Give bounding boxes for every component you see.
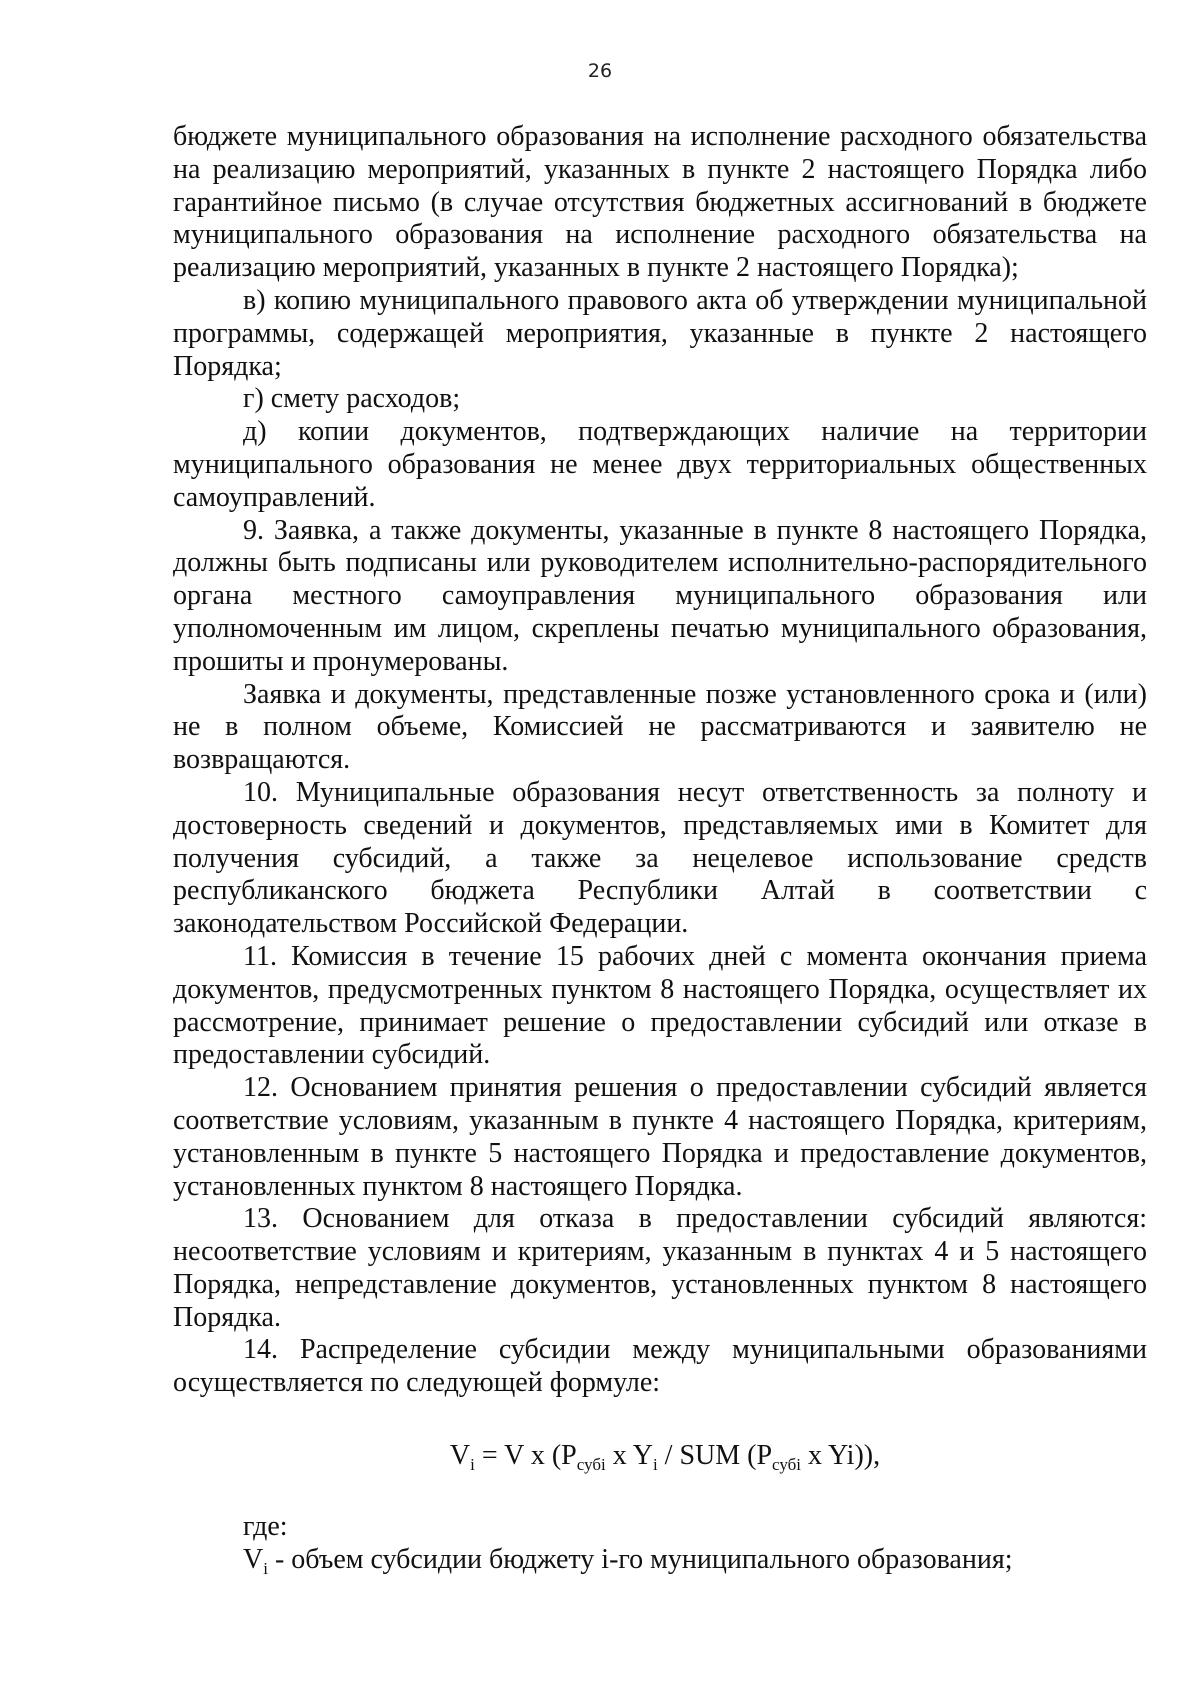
page-number: 26 (587, 60, 613, 82)
paragraph-14: 14. Распределение субсидии между муниципальными образованиями осуществляется по следующей формуле: (173, 1334, 1147, 1399)
formula-v: V (449, 1440, 471, 1472)
paragraph-10: 10. Муниципальные образования несут ответственность за полноту и достоверность сведений и документов, представляемых ими в Комитет для получения субсидий, а также за нецелевое использование средств республиканского бюджета Республики Алтай в соответствии с законодательством Российской Федерации. (173, 776, 1147, 940)
paragraph-13: 13. Основанием для отказа в предоставлении субсидий являются: несоответствие условиям и критериям, указанным в пунктах 4 и 5 настоящего Порядка, непредставление документов, установленных пунктом 8 настоящего Порядка. (173, 1203, 1147, 1333)
paragraph-item-d: д) копии документов, подтверждающих наличие на территории муниципального образования не менее двух территориальных общественных самоуправлений. (173, 416, 1147, 513)
formula-sub-3: субi (772, 1455, 802, 1475)
definition-sub: i (263, 1558, 268, 1578)
paragraph-item-g: г) смету расходов; (243, 383, 461, 415)
paragraph-12: 12. Основанием принятия решения о предоставлении субсидий является соответствие условиям, указанным в пункте 4 настоящего Порядка, критериям, установленным в пункте 5 настоящего Порядка и предоставление документов, установленных пунктом 8 настоящего Порядка. (173, 1072, 1147, 1202)
paragraph-11: 11. Комиссия в течение 15 рабочих дней с момента окончания приема документов, предусмотренных пунктом 8 настоящего Порядка, осуществляет их рассмотрение, принимает решение о предоставлении субсидий или отказе в предоставлении субсидий. (173, 940, 1147, 1071)
where-label: где: (243, 1510, 288, 1542)
paragraph-item-v: в) копию муниципального правового акта об утверждении муниципальной программы, содержащей мероприятия, указанные в пункте 2 настоящего Порядка; (173, 284, 1147, 382)
formula-part-4: x Yi)), (801, 1440, 881, 1472)
formula-sub-i: i (470, 1455, 475, 1475)
definition-vi (173, 1544, 1147, 1577)
formula-part-1: = V x (P (474, 1440, 577, 1472)
definition-text: - объем субсидии бюджету i-го муниципального образования; (267, 1543, 1013, 1575)
formula-sub-2: i (652, 1455, 658, 1475)
paragraph-9: 9. Заявка, а также документы, указанные в пункте 8 настоящего Порядка, должны быть подписаны или руководителем исполнительно-распорядительного органа местного самоуправления муниципального образования или уполномоченным им лицом, скреплены печатью муниципального образования, прошиты и пронумерованы. (173, 514, 1147, 677)
distribution-formula (173, 1440, 1147, 1473)
document-body (173, 121, 1147, 1576)
formula-sub-1: субi (576, 1455, 606, 1475)
paragraph-9-note: Заявка и документы, представленные позже установленного срока и (или) не в полном объеме, Комиссией не рассматриваются и заявителю не возвращаются. (173, 678, 1147, 776)
formula-part-2: x Y (605, 1440, 653, 1472)
definition-symbol: V (243, 1543, 264, 1575)
paragraph-continuation: бюджете муниципального образования на исполнение расходного обязательства на реализацию мероприятий, указанных в пункте 2 настоящего Порядка либо гарантийное письмо (в случае отсутствия бюджетных ассигнований в бюджете муниципального образования на исполнение расходного обязательства на реализацию мероприятий, указанных в пункте 2 настоящего Порядка); (173, 121, 1147, 284)
formula-part-3: / SUM (P (657, 1440, 773, 1472)
